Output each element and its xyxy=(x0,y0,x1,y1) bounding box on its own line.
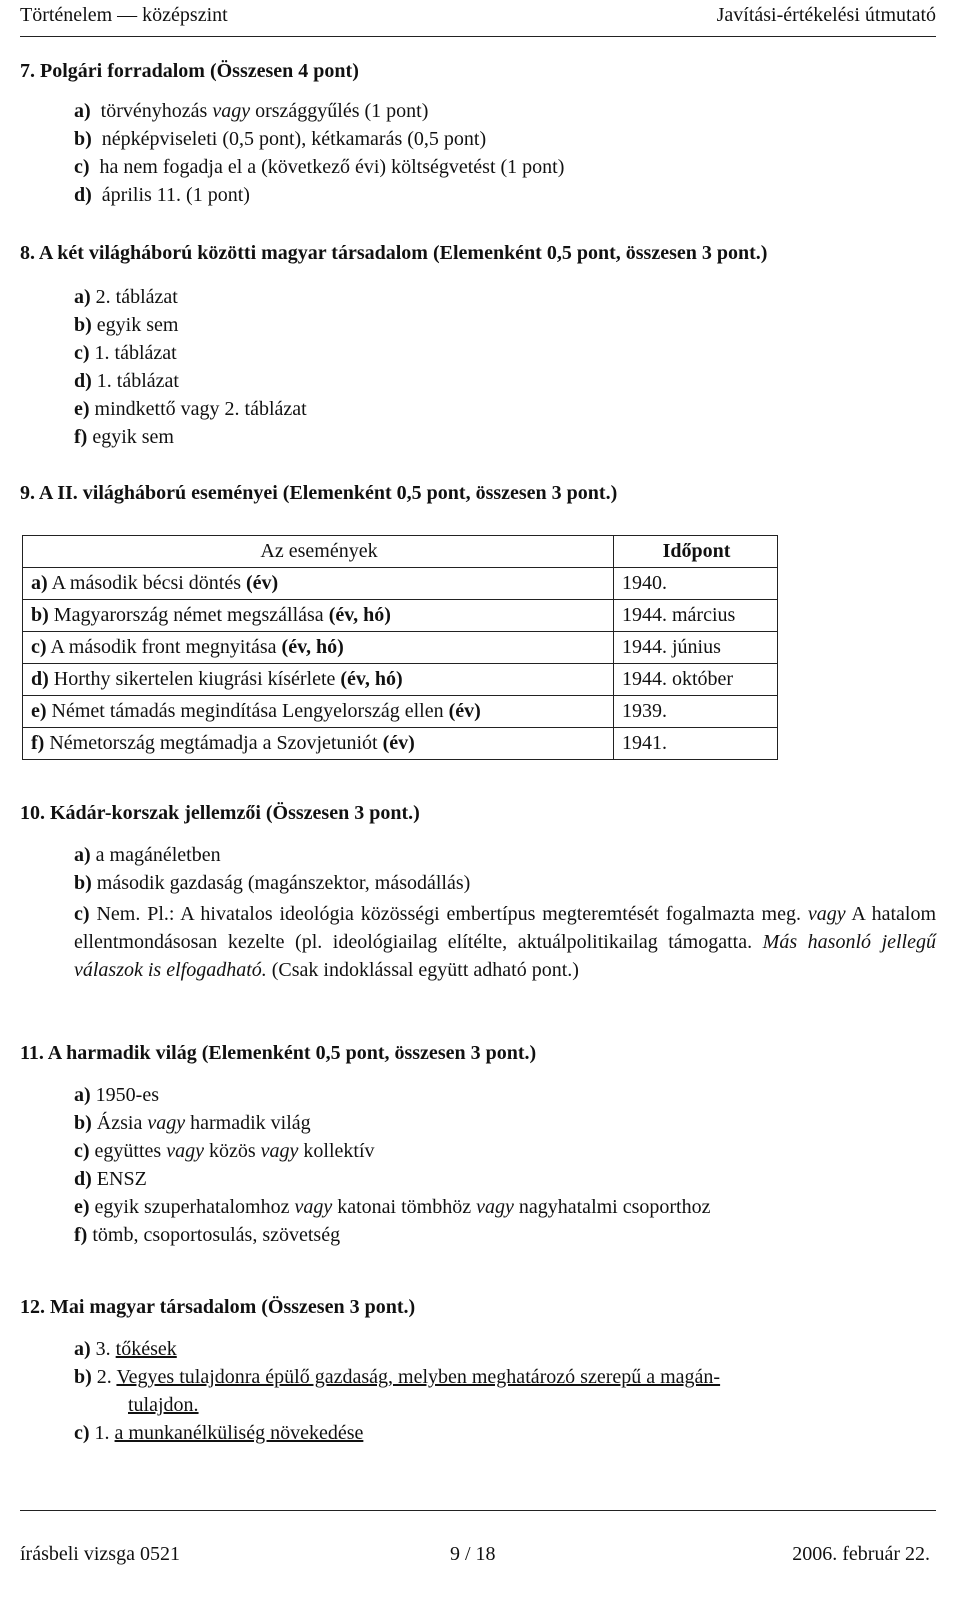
q8-a: a) 2. táblázat xyxy=(74,286,178,308)
footer-date: 2006. február 22. xyxy=(792,1543,930,1565)
q8-c: c) 1. táblázat xyxy=(74,342,177,364)
q7-b: b) népképviseleti (0,5 pont), kétkamarás (0,5 pont) xyxy=(74,128,487,150)
q7-title: 7. Polgári forradalom (Összesen 4 pont) xyxy=(20,60,359,82)
q11-d: d) ENSZ xyxy=(74,1168,147,1190)
table-row: c) A második front megnyitása (év, hó) 1944. június xyxy=(23,632,778,664)
q8-title: 8. A két világháború közötti magyar társadalom (Elemenként 0,5 pont, összesen 3 pont.) xyxy=(20,242,768,264)
q10-b: b) második gazdaság (magánszektor, másodállás) xyxy=(74,872,471,894)
q10-a: a) a magánéletben xyxy=(74,844,221,866)
q11-f: f) tömb, csoportosulás, szövetség xyxy=(74,1224,341,1246)
footer-exam: írásbeli vizsga 0521 xyxy=(20,1543,180,1565)
q12-c: c) 1. a munkanélküliség növekedése xyxy=(74,1422,364,1444)
q11-title: 11. A harmadik világ (Elemenként 0,5 pont, összesen 3 pont.) xyxy=(20,1042,537,1064)
table-row: d) Horthy sikertelen kiugrási kísérlete (év, hó) 1944. október xyxy=(23,664,778,696)
header-subject: Történelem — középszint xyxy=(20,4,228,26)
q7-c: c) ha nem fogadja el a (következő évi) költségvetést (1 pont) xyxy=(74,156,565,178)
q11-c: c) együttes vagy közös vagy kollektív xyxy=(74,1140,375,1162)
q7-d: d) április 11. (1 pont) xyxy=(74,184,250,206)
table-row: e) Német támadás megindítása Lengyelország ellen (év) 1939. xyxy=(23,696,778,728)
q7-a: a) törvényhozás vagy országgyűlés (1 pont) xyxy=(74,100,429,122)
q8-e: e) mindkettő vagy 2. táblázat xyxy=(74,398,307,420)
col-time-header: Időpont xyxy=(614,536,778,568)
footer-page-number: 9 / 18 xyxy=(450,1543,496,1565)
q10-c: c) Nem. Pl.: A hivatalos ideológia közösségi embertípus megteremtését fogalmazta meg. vagy A hatalom ellentmondásosan kezelte (pl. ideológiailag elítélte, aktuálpolitikailag támogatta. Más hasonló jellegű válaszok is elfogadható. (Csak indoklással együtt adható pont.) xyxy=(74,903,937,981)
q12-a: a) 3. tőkések xyxy=(74,1338,177,1360)
page-footer xyxy=(20,1510,936,1565)
q11-e: e) egyik szuperhatalomhoz vagy katonai tömbhöz vagy nagyhatalmi csoporthoz xyxy=(74,1196,711,1218)
col-events-header: Az események xyxy=(23,536,614,568)
q12-title: 12. Mai magyar társadalom (Összesen 3 pont.) xyxy=(20,1296,416,1318)
table-row: b) Magyarország német megszállása (év, hó) 1944. március xyxy=(23,600,778,632)
table-header-row xyxy=(23,536,778,568)
page-header xyxy=(20,0,936,37)
q10-title: 10. Kádár-korszak jellemzői (Összesen 3 pont.) xyxy=(20,802,420,824)
q8-f: f) egyik sem xyxy=(74,426,174,448)
q8-b: b) egyik sem xyxy=(74,314,179,336)
table-row: f) Németország megtámadja a Szovjetuniót (év) 1941. xyxy=(23,728,778,760)
table-row: a) A második bécsi döntés (év) 1940. xyxy=(23,568,778,600)
q8-d: d) 1. táblázat xyxy=(74,370,179,392)
q11-b: b) Ázsia vagy harmadik világ xyxy=(74,1112,311,1134)
q12-b: b) 2. Vegyes tulajdonra épülő gazdaság, melyben meghatározó szerepű a magán- xyxy=(74,1366,721,1388)
header-doc-type: Javítási-értékelési útmutató xyxy=(716,4,936,26)
q12-b-cont: tulajdon. xyxy=(128,1394,199,1416)
q9-title: 9. A II. világháború eseményei (Elemenként 0,5 pont, összesen 3 pont.) xyxy=(20,482,618,504)
events-table xyxy=(22,535,778,760)
q11-a: a) 1950-es xyxy=(74,1084,159,1106)
